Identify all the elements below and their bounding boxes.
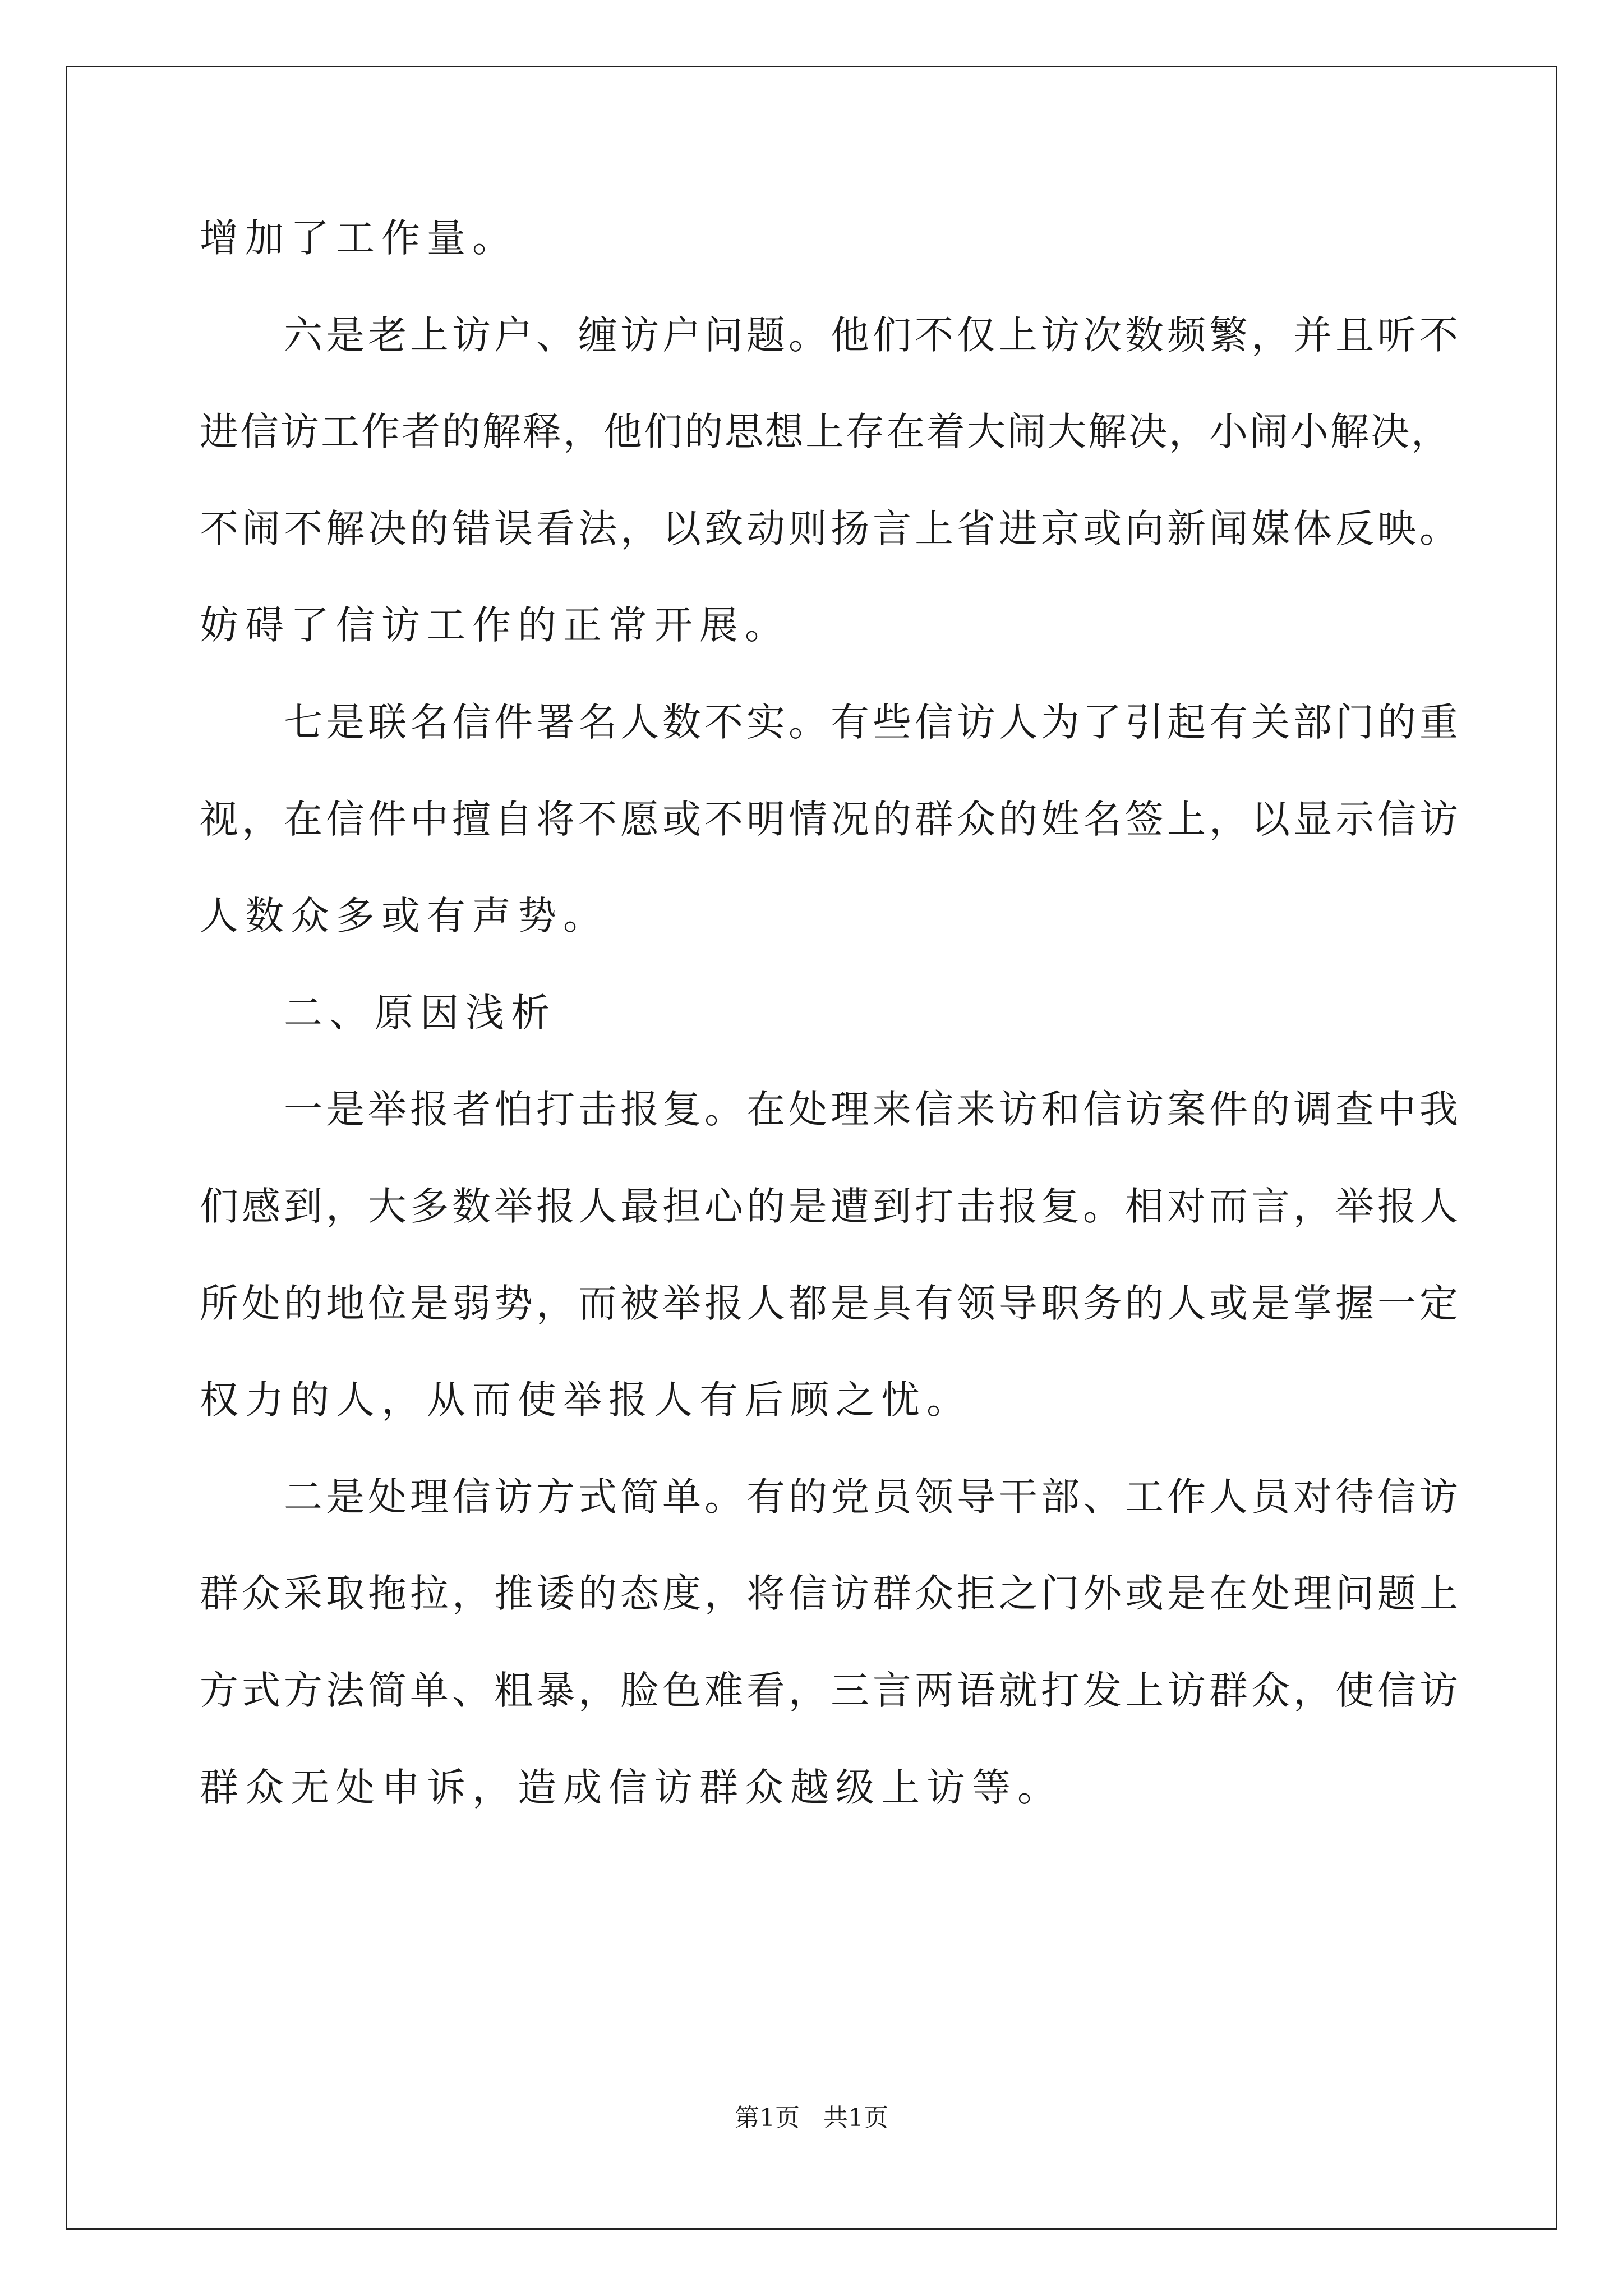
text-line: 群众无处申诉，造成信访群众越级上访等。 (200, 1765, 1063, 1810)
text-line: 权力的人，从而使举报人有后顾之忧。 (200, 1378, 972, 1423)
text-line: 视，在信件中擅自将不愿或不明情况的群众的姓名签上，以显示信访 (200, 797, 1461, 842)
text-line: 六是老上访户、缠访户问题。他们不仅上访次数频繁，并且听不 (284, 312, 1461, 358)
text-line: 七是联名信件署名人数不实。有些信访人为了引起有关部门的重 (284, 700, 1461, 745)
text-line: 人数众多或有声势。 (200, 894, 608, 939)
text-line: 妨碍了信访工作的正常开展。 (200, 603, 790, 648)
text-line: 二、原因浅析 (284, 990, 556, 1036)
text-line: 一是举报者怕打击报复。在处理来信来访和信访案件的调查中我 (284, 1087, 1461, 1133)
text-line: 群众采取拖拉，推诿的态度，将信访群众拒之门外或是在处理问题上 (200, 1571, 1461, 1617)
text-line: 二是处理信访方式简单。有的党员领导干部、工作人员对待信访 (284, 1474, 1461, 1520)
text-line: 增加了工作量。 (200, 216, 518, 261)
text-line: 不闹不解决的错误看法，以致动则扬言上省进京或向新闻媒体反映。 (200, 506, 1461, 551)
text-line: 方式方法简单、粗暴，脸色难看，三言两语就打发上访群众，使信访 (200, 1668, 1461, 1713)
document-body (200, 213, 1461, 1859)
text-line: 进信访工作者的解释，他们的思想上存在着大闹大解决，小闹小解决， (200, 409, 1451, 455)
page-footer: 第1页 共1页 (735, 2104, 888, 2132)
text-line: 们感到，大多数举报人最担心的是遭到打击报复。相对而言，举报人 (200, 1184, 1461, 1229)
text-line: 所处的地位是弱势，而被举报人都是具有领导职务的人或是掌握一定 (200, 1281, 1461, 1326)
